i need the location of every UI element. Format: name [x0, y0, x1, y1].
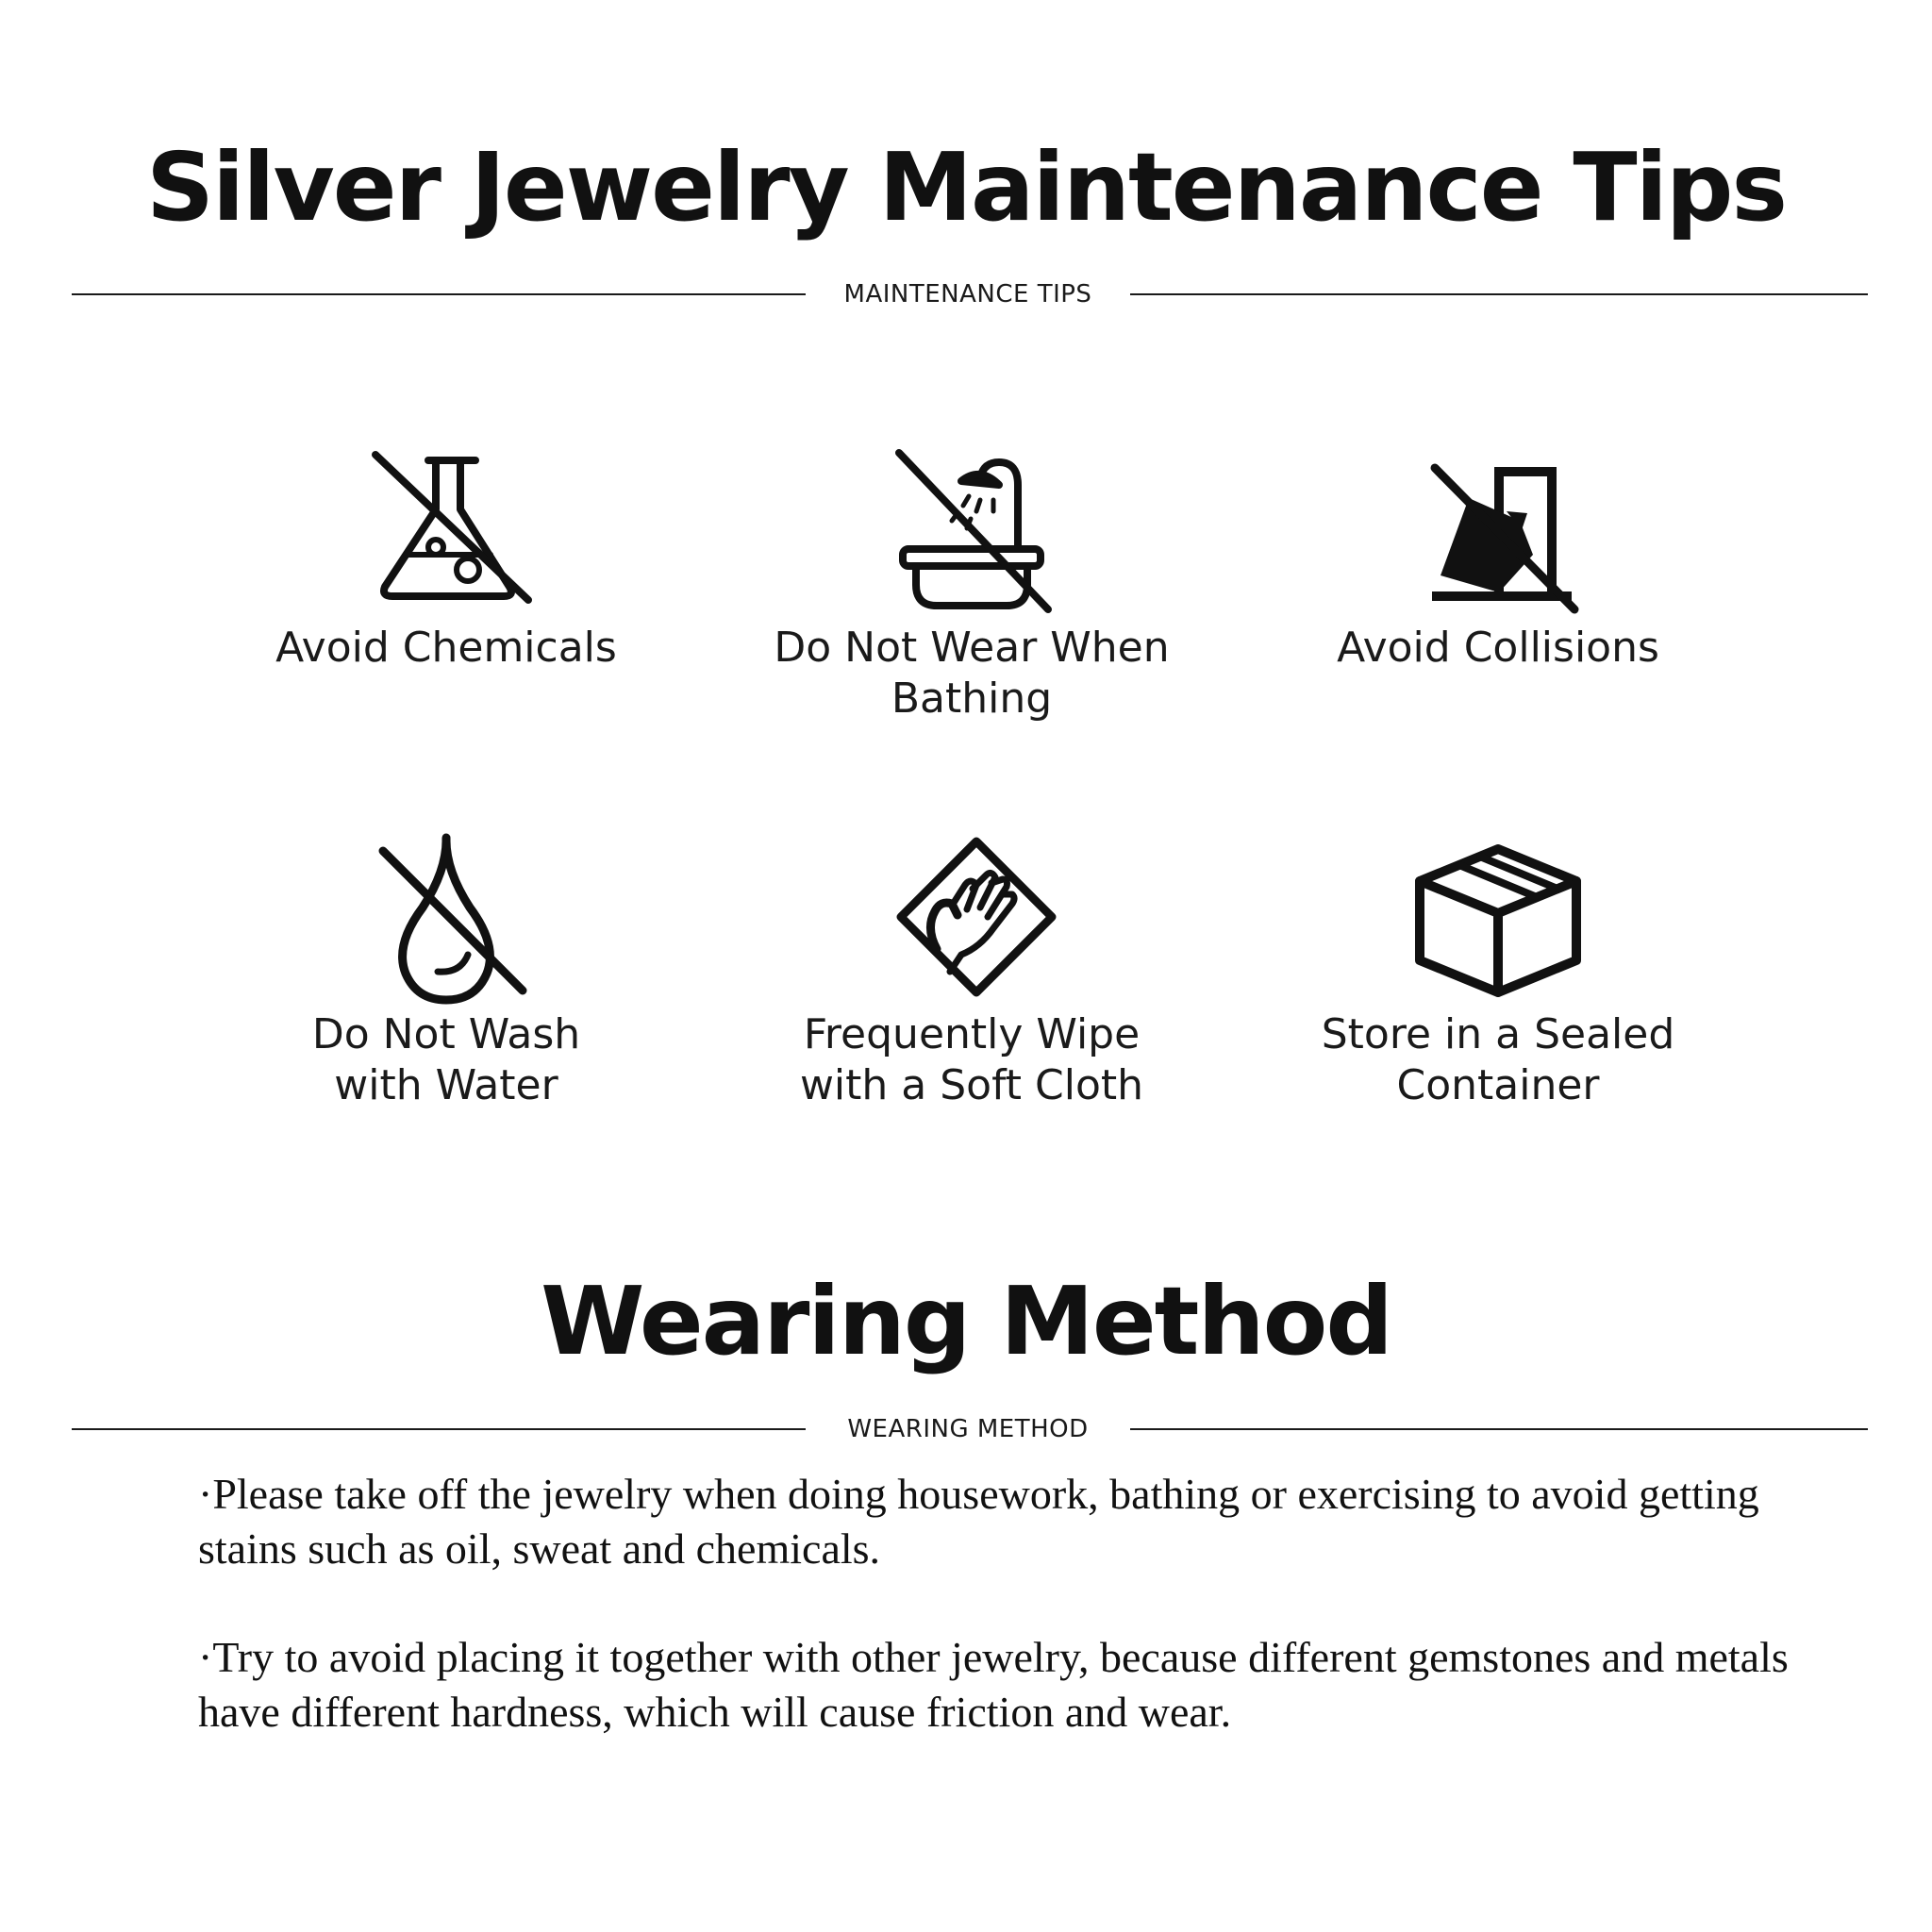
no-water-drop-icon: [357, 830, 536, 1009]
tip-wipe-cloth: [726, 830, 1217, 1111]
tip-sealed-container: [1253, 830, 1743, 1111]
maintenance-divider: [72, 280, 1868, 308]
wipe-cloth-hand-icon: [882, 830, 1061, 1009]
wearing-tip-paragraph: ·Please take off the jewelry when doing housework, bathing or exercising to avoid getting stains such as oil, sweat and chemicals.: [198, 1470, 1759, 1573]
divider-line-left: [72, 293, 806, 295]
divider-line-right: [1130, 293, 1868, 295]
tip-label: Avoid Collisions: [1337, 624, 1659, 672]
divider-line-left: [72, 1428, 806, 1430]
tip-label: Frequently Wipe with a Soft Cloth: [799, 1010, 1144, 1109]
wearing-divider: [72, 1415, 1868, 1443]
no-bathing-shower-icon: [882, 443, 1061, 623]
tip-label: Avoid Chemicals: [275, 624, 617, 672]
wearing-subtitle: WEARING METHOD: [847, 1415, 1089, 1443]
sealed-box-icon: [1408, 830, 1588, 1009]
divider-line-right: [1130, 1428, 1868, 1430]
tip-label: Do Not Wear When Bathing: [774, 624, 1170, 723]
no-chemicals-flask-icon: [357, 443, 536, 623]
wearing-method-title: Wearing Method: [541, 1266, 1391, 1376]
page-title: Silver Jewelry Maintenance Tips: [146, 132, 1786, 242]
wearing-tip-paragraph: ·Try to avoid placing it together with other jewelry, because different gemstones and metals have different hardness, which will cause friction and wear.: [198, 1633, 1789, 1736]
tip-label: Do Not Wash with Water: [311, 1010, 581, 1109]
tip-no-bathing: [726, 443, 1217, 724]
tip-avoid-collisions: [1253, 443, 1743, 674]
tip-label: Store in a Sealed Container: [1321, 1010, 1675, 1109]
tip-no-water: [201, 830, 691, 1111]
maintenance-subtitle: MAINTENANCE TIPS: [843, 280, 1092, 308]
no-collision-icon: [1408, 443, 1588, 623]
tip-avoid-chemicals: [201, 443, 691, 674]
